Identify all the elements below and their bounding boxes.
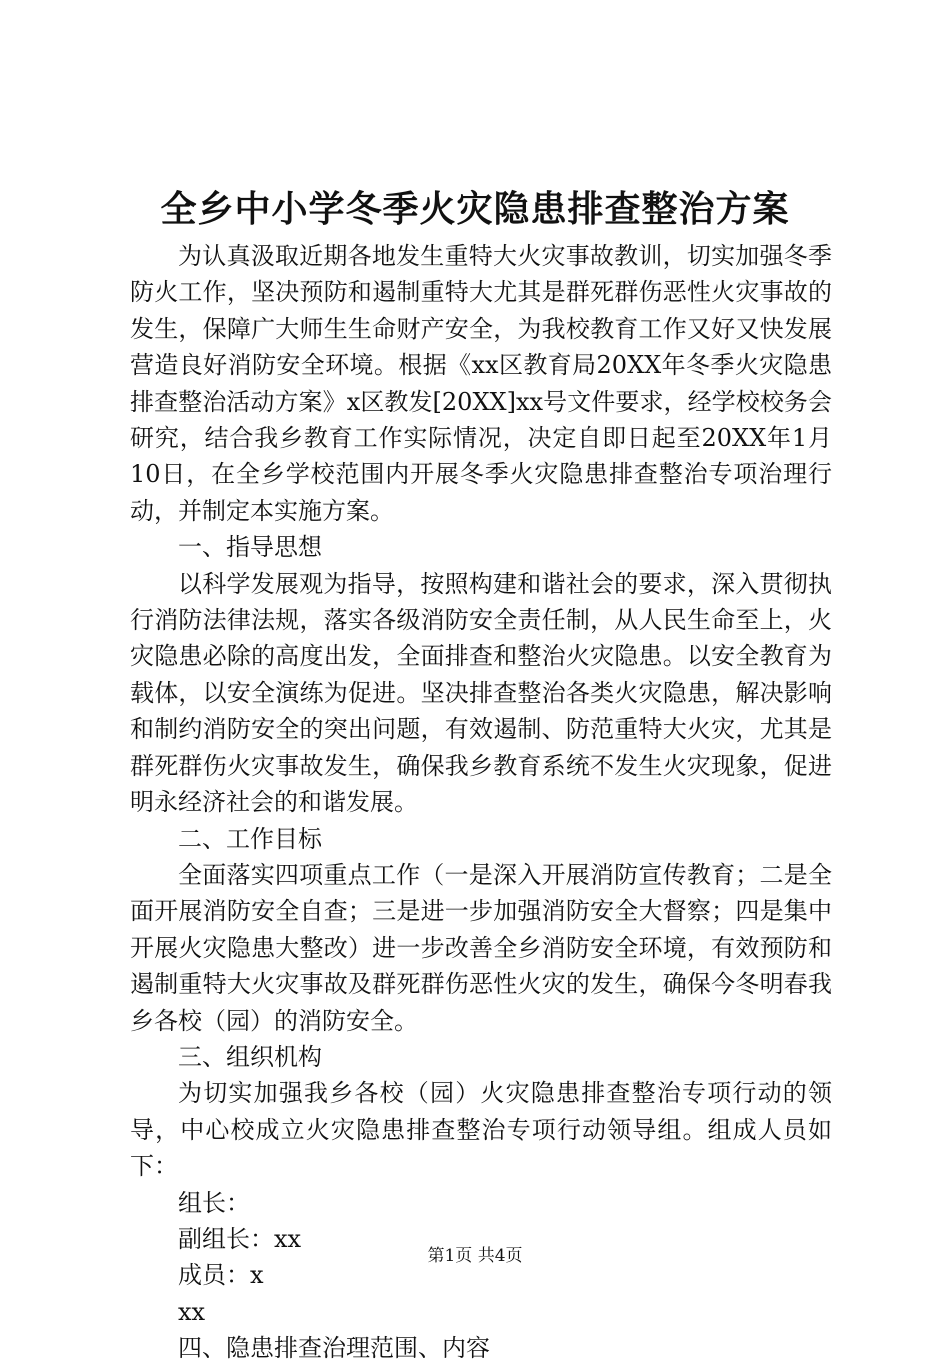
section-heading-work-goals: 二、工作目标 [178, 824, 322, 853]
page-footer: 第1页 共4页 [427, 1246, 523, 1266]
section-heading-guiding-ideology: 一、指导思想 [178, 533, 322, 562]
roster-leader: 组长： [178, 1188, 250, 1217]
section-heading-organization: 三、组织机构 [178, 1042, 322, 1071]
section-paragraph-work-goals: 全面落实四项重点工作（一是深入开展消防宣传教育；二是全面开展消防安全自查；三是进一步加强消防安全大督察；四是集中开展火灾隐患大整改）进一步改善全乡消防安全环境，有效预防和遏制重特大火灾事故及群死群伤恶性火灾的发生，确保今冬明春我乡各校（园）的消防安全。 [130, 860, 832, 1035]
roster-members-continued: xx [178, 1297, 206, 1326]
document-body [130, 238, 832, 1367]
document-title: 全乡中小学冬季火灾隐患排查整治方案 [160, 188, 790, 230]
intro-paragraph: 为认真汲取近期各地发生重特大火灾事故教训，切实加强冬季防火工作，坚决预防和遏制重特大尤其是群死群伤恶性火灾事故的发生，保障广大师生生命财产安全，为我校教育工作又好又快发展营造良好消防安全环境。根据《xx区教育局20XX年冬季火灾隐患排查整治活动方案》x区教发[20XX]xx号文件要求，经学校校务会研究，结合我乡教育工作实际情况，决定自即日起至20XX年1月10日，在全乡学校范围内开展冬季火灾隐患排查整治专项治理行动，并制定本实施方案。 [130, 242, 832, 525]
section-paragraph-organization: 为切实加强我乡各校（园）火灾隐患排查整治专项行动的领导，中心校成立火灾隐患排查整治专项行动领导组。组成人员如下： [130, 1079, 832, 1181]
roster-members: 成员：x [178, 1261, 264, 1290]
section-heading-scope: 四、隐患排查治理范围、内容 [178, 1334, 490, 1363]
roster-deputy: 副组长：xx [178, 1224, 302, 1253]
section-paragraph-guiding-ideology: 以科学发展观为指导，按照构建和谐社会的要求，深入贯彻执行消防法律法规，落实各级消防安全责任制，从人民生命至上，火灾隐患必除的高度出发，全面排查和整治火灾隐患。以安全教育为载体，以安全演练为促进。坚决排查整治各类火灾隐患，解决影响和制约消防安全的突出问题，有效遏制、防范重特大火灾，尤其是群死群伤火灾事故发生，确保我乡教育系统不发生火灾现象，促进明永经济社会的和谐发展。 [130, 569, 832, 817]
